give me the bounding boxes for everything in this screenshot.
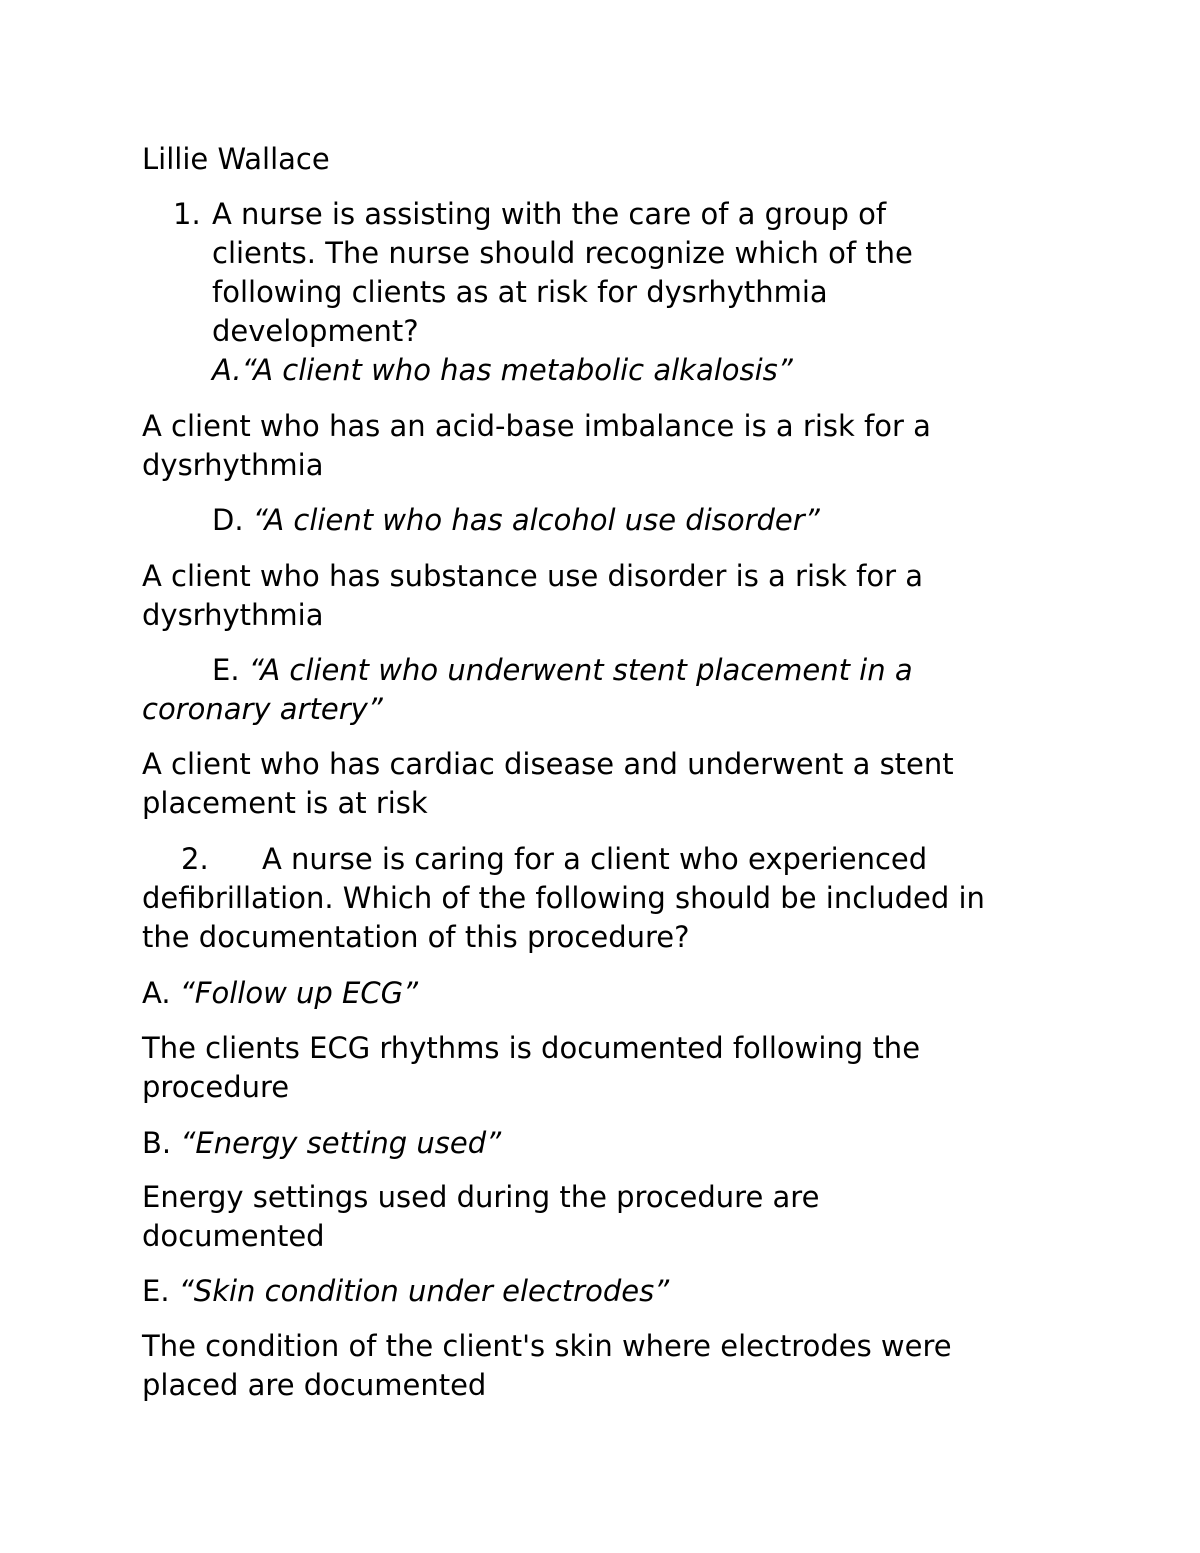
answer-letter: E. (212, 653, 240, 687)
q1-rationale-e-line: placement is at risk (142, 786, 428, 820)
answer-text: “Skin condition under electrodes” (178, 1274, 670, 1308)
q2-rationale-e-line: placed are documented (142, 1368, 487, 1402)
q2-rationale-e-line: The condition of the client's skin where electrodes were (142, 1329, 952, 1363)
q2-number: 2. (181, 842, 209, 876)
q1-answer-e (212, 651, 913, 690)
answer-letter: A. (142, 976, 171, 1010)
q1-text-line: A nurse is assisting with the care of a group of (212, 197, 887, 231)
q1-rationale-d-line: A client who has substance use disorder is a risk for a (142, 559, 924, 593)
q1-rationale-a-line: dysrhythmia (142, 448, 324, 482)
answer-text: “Energy setting used” (180, 1126, 502, 1160)
answer-letter: A. (212, 353, 242, 387)
q1-rationale-e-line: A client who has cardiac disease and underwent a stent (142, 747, 954, 781)
q1-text-line: following clients as at risk for dysrhythmia (212, 275, 828, 309)
answer-letter: D. (212, 503, 244, 537)
author-name: Lillie Wallace (142, 142, 330, 176)
q2-text-line: the documentation of this procedure? (142, 920, 690, 954)
q1-text-line: clients. The nurse should recognize which of the (212, 236, 913, 270)
q1-rationale-d-line: dysrhythmia (142, 598, 324, 632)
q2-text-line: A nurse is caring for a client who experienced (262, 842, 928, 876)
answer-letter: E. (142, 1274, 170, 1308)
q1-answer-a (212, 351, 793, 390)
q1-text-line: development? (212, 314, 419, 348)
q1-rationale-a-line: A client who has an acid-base imbalance is a risk for a (142, 409, 931, 443)
q2-answer-a (142, 974, 418, 1013)
q2-rationale-b-line: documented (142, 1219, 325, 1253)
q2-rationale-b-line: Energy settings used during the procedure are (142, 1180, 820, 1214)
answer-text: “A client who has alcohol use disorder” (252, 503, 820, 537)
q2-rationale-a-line: procedure (142, 1070, 290, 1104)
answer-text: “A client who underwent stent placement in a (248, 653, 913, 687)
q1-answer-e-continued: coronary artery” (142, 692, 383, 726)
q2-text-line: defibrillation. Which of the following should be included in (142, 881, 985, 915)
answer-letter: B. (142, 1126, 172, 1160)
answer-text: “A client who has metabolic alkalosis” (241, 353, 793, 387)
q2-answer-b (142, 1124, 501, 1163)
q2-answer-e (142, 1272, 669, 1311)
answer-text: “Follow up ECG” (179, 976, 419, 1010)
q2-rationale-a-line: The clients ECG rhythms is documented following the (142, 1031, 921, 1065)
q1-answer-d (212, 501, 820, 540)
q1-number: 1. (173, 197, 201, 231)
